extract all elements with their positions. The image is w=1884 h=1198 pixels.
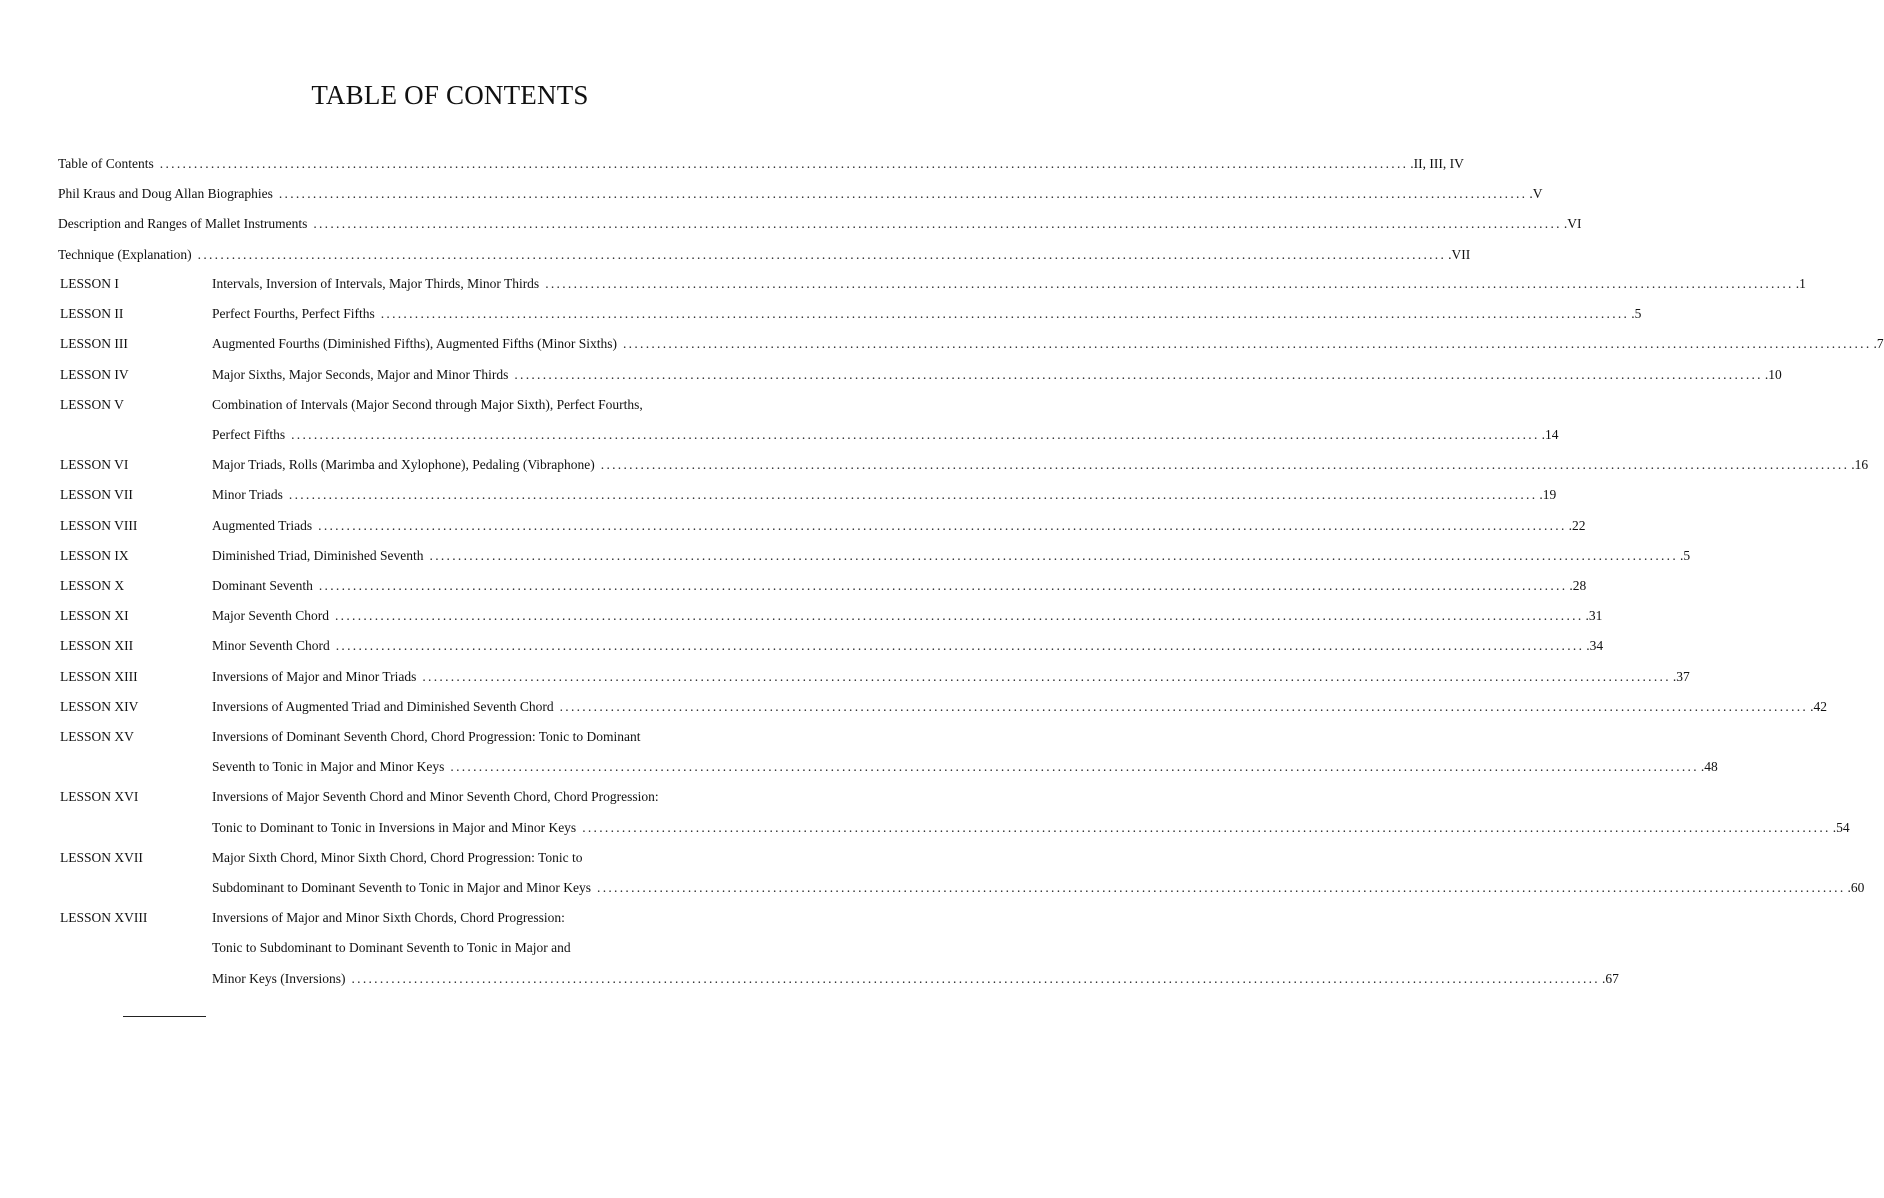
toc-entry-text: Intervals, Inversion of Intervals, Major Thirds, Minor Thirds xyxy=(212,276,540,291)
dot-leader: ............................................................................................................................................................................................................................ xyxy=(278,186,1528,202)
toc-entry-text: Description and Ranges of Mallet Instruments xyxy=(58,216,308,232)
toc-entry-text: Inversions of Major and Minor Triads xyxy=(212,668,417,684)
toc-entry-text: Seventh to Tonic in Major and Minor Keys xyxy=(212,759,445,775)
toc-page-number: .5 xyxy=(1631,306,1642,322)
dot-leader: ............................................................................................................................................................................................................................ xyxy=(380,306,1630,322)
toc-row xyxy=(58,216,1582,236)
dot-leader: ............................................................................................................................................................................................................................ xyxy=(351,970,1600,986)
lesson-label: LESSON X xyxy=(60,578,125,593)
toc-row xyxy=(58,186,1543,206)
lesson-label: LESSON XI xyxy=(60,608,129,624)
toc-row xyxy=(212,910,806,930)
toc-row xyxy=(212,668,1690,689)
toc-entry-text: Minor Seventh Chord xyxy=(212,638,330,654)
toc-row xyxy=(212,759,1718,779)
toc-page-number: .22 xyxy=(1568,517,1586,533)
toc-page-number: .II, III, IV xyxy=(1410,156,1464,171)
toc-row xyxy=(212,850,806,870)
lesson-label: LESSON XII xyxy=(60,638,134,654)
toc-row xyxy=(212,970,1619,991)
toc-page-number: .5 xyxy=(1680,547,1691,563)
lesson-label: LESSON XVII xyxy=(60,849,143,865)
toc-entry-text: Phil Kraus and Doug Allan Biographies xyxy=(58,186,273,202)
dot-leader: ............................................................................................................................................................................................................................ xyxy=(429,547,1679,563)
toc-row xyxy=(212,729,806,749)
toc-row xyxy=(212,517,1586,538)
dot-leader: ............................................................................................................................................................................................................................ xyxy=(623,336,1872,352)
lesson-label: LESSON IV xyxy=(60,366,129,382)
toc-entry-text: Inversions of Major and Minor Sixth Chords, Chord Progression: xyxy=(212,910,565,926)
lesson-label: LESSON VIII xyxy=(60,517,138,533)
lesson-label: LESSON VI xyxy=(60,457,129,473)
dot-leader: ............................................................................................................................................................................................................................ xyxy=(335,638,1585,654)
dot-leader: ............................................................................................................................................................................................................................ xyxy=(318,578,1568,593)
toc-page-number: .60 xyxy=(1847,880,1865,895)
toc-row xyxy=(212,940,806,960)
dot-leader: ............................................................................................................................................................................................................................ xyxy=(159,156,1409,171)
dot-leader: ............................................................................................................................................................................................................................ xyxy=(422,668,1671,684)
toc-row xyxy=(212,638,1604,658)
lesson-label: LESSON III xyxy=(60,336,128,352)
toc-entry-text: Minor Triads xyxy=(212,487,283,503)
toc-entry-text: Dominant Seventh xyxy=(212,578,313,593)
toc-page-number: .19 xyxy=(1539,487,1557,503)
toc-row xyxy=(212,336,1884,356)
toc-row xyxy=(212,789,806,809)
toc-page-number: .37 xyxy=(1672,668,1690,684)
toc-entry-text: Inversions of Major Seventh Chord and Minor Seventh Chord, Chord Progression: xyxy=(212,789,659,805)
toc-row xyxy=(58,246,1471,267)
toc-page-number: .42 xyxy=(1810,698,1827,714)
toc-page-number: .7 xyxy=(1873,336,1884,352)
toc-row xyxy=(212,366,1782,387)
toc-page-number: .V xyxy=(1529,186,1543,202)
page-title: TABLE OF CONTENTS xyxy=(311,80,589,110)
toc-row xyxy=(212,578,1587,598)
lesson-leader-line xyxy=(151,1016,206,1017)
lesson-label: LESSON II xyxy=(60,306,124,322)
toc-entry-text: Major Sixths, Major Seconds, Major and Minor Thirds xyxy=(212,366,509,382)
toc-entry-text: Major Seventh Chord xyxy=(212,608,329,624)
toc-page-number: .54 xyxy=(1832,819,1850,835)
toc-row xyxy=(212,457,1869,477)
dot-leader: ............................................................................................................................................................................................................................ xyxy=(318,517,1567,533)
lesson-label: LESSON XIII xyxy=(60,668,138,684)
toc-row xyxy=(212,819,1850,840)
toc-entry-text: Tonic to Dominant to Tonic in Inversions in Major and Minor Keys xyxy=(212,819,577,835)
toc-entry-text: Major Sixth Chord, Minor Sixth Chord, Chord Progression: Tonic to xyxy=(212,849,583,865)
toc-entry-text: Inversions of Augmented Triad and Diminished Seventh Chord xyxy=(212,698,554,714)
dot-leader: ............................................................................................................................................................................................................................ xyxy=(582,819,1831,835)
toc-entry-text: Major Triads, Rolls (Marimba and Xylophone), Pedaling (Vibraphone) xyxy=(212,457,595,473)
toc-entry-text: Augmented Triads xyxy=(212,517,313,533)
toc-entry-text: Subdominant to Dominant Seventh to Tonic in Major and Minor Keys xyxy=(212,880,592,895)
toc-entry-text: Minor Keys (Inversions) xyxy=(212,970,346,986)
toc-row xyxy=(212,427,1559,447)
dot-leader: ............................................................................................................................................................................................................................ xyxy=(514,366,1763,382)
toc-page-number: .31 xyxy=(1585,608,1603,624)
toc-row xyxy=(58,156,1464,176)
toc-entry-text: Augmented Fourths (Diminished Fifths), Augmented Fifths (Minor Sixths) xyxy=(212,336,617,352)
toc-row xyxy=(212,306,1642,326)
dot-leader: ............................................................................................................................................................................................................................ xyxy=(313,216,1562,232)
lesson-label: LESSON XV xyxy=(60,729,134,744)
dot-leader: ............................................................................................................................................................................................................................ xyxy=(597,880,1846,895)
toc-entry-text: Perfect Fifths xyxy=(212,427,286,442)
toc-entry-text: Table of Contents xyxy=(58,156,154,171)
lesson-label: LESSON XIV xyxy=(60,698,139,714)
lesson-label: LESSON VII xyxy=(60,487,133,503)
toc-entry-text: Tonic to Subdominant to Dominant Seventh to Tonic in Major and xyxy=(212,940,571,956)
toc-row xyxy=(212,487,1557,507)
toc-page-number: .VII xyxy=(1448,246,1471,262)
toc-entry-text: Technique (Explanation) xyxy=(58,246,192,262)
toc-page-number: .VI xyxy=(1563,216,1582,232)
toc-entry-text: Diminished Triad, Diminished Seventh xyxy=(212,547,424,563)
lesson-label: LESSON I xyxy=(60,276,119,291)
toc-page-number: .14 xyxy=(1541,427,1559,442)
toc-row xyxy=(212,880,1865,900)
toc-row xyxy=(212,397,806,417)
lesson-label: LESSON XVI xyxy=(60,789,139,805)
toc-row xyxy=(212,698,1827,719)
toc-entry-text: Combination of Intervals (Major Second through Major Sixth), Perfect Fourths, xyxy=(212,396,643,412)
toc-page-number: .10 xyxy=(1764,366,1782,382)
toc-row xyxy=(212,547,1691,568)
lesson-label: LESSON V xyxy=(60,396,124,412)
toc-page-number: .67 xyxy=(1601,970,1619,986)
toc-row xyxy=(212,608,1603,628)
dot-leader: ............................................................................................................................................................................................................................ xyxy=(335,608,1584,624)
dot-leader: ............................................................................................................................................................................................................................ xyxy=(450,759,1699,775)
dot-leader: ............................................................................................................................................................................................................................ xyxy=(559,698,1809,714)
toc-page-number: .16 xyxy=(1851,457,1869,473)
dot-leader: ............................................................................................................................................................................................................................ xyxy=(197,246,1447,262)
lesson-label: LESSON IX xyxy=(60,547,129,563)
toc-page-number: .48 xyxy=(1700,759,1718,775)
toc-page-number: .28 xyxy=(1569,578,1587,593)
toc-page-number: .34 xyxy=(1586,638,1604,654)
dot-leader: ............................................................................................................................................................................................................................ xyxy=(600,457,1850,473)
dot-leader: ............................................................................................................................................................................................................................ xyxy=(288,487,1538,503)
dot-leader: ............................................................................................................................................................................................................................ xyxy=(291,427,1540,442)
dot-leader: ............................................................................................................................................................................................................................ xyxy=(545,276,1794,291)
toc-entry-text: Inversions of Dominant Seventh Chord, Chord Progression: Tonic to Dominant xyxy=(212,729,641,744)
toc-entry-text: Perfect Fourths, Perfect Fifths xyxy=(212,306,375,322)
lesson-label: LESSON XVIII xyxy=(60,910,148,926)
toc-page-number: .1 xyxy=(1795,276,1806,291)
toc-row xyxy=(212,276,1806,296)
